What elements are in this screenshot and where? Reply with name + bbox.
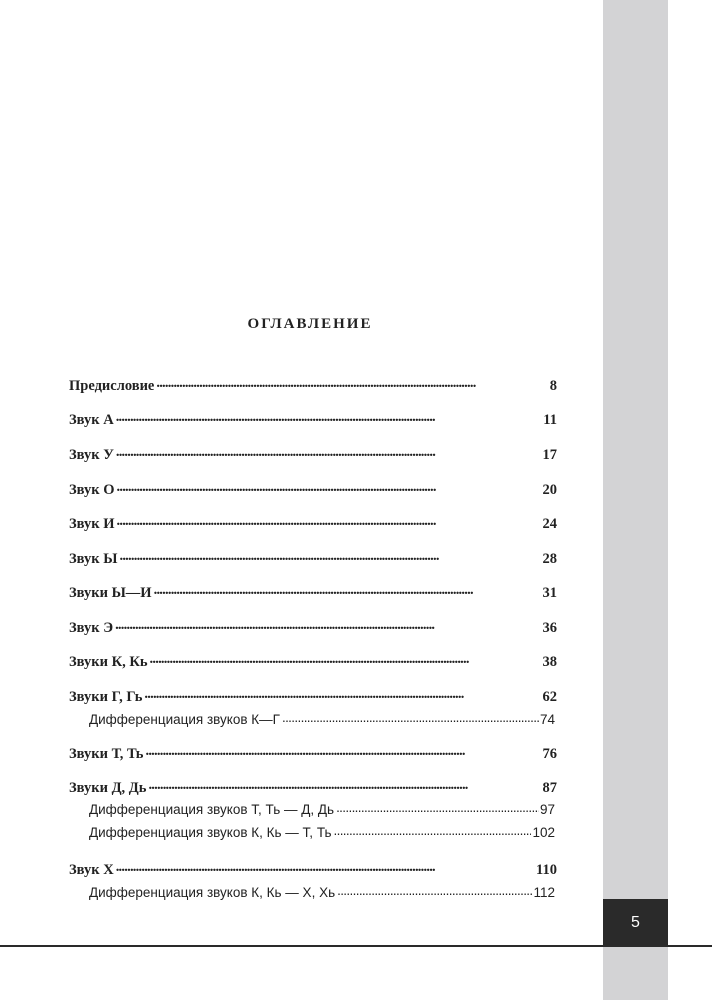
dot-leader — [332, 823, 532, 837]
page-number: 5 — [603, 899, 668, 946]
dot-leader — [117, 548, 541, 563]
dot-leader — [114, 859, 535, 874]
toc-entry-sounds-y-i[interactable] — [69, 582, 557, 602]
toc-entry-label: Дифференциация звуков К, Кь — Т, Ть — [89, 824, 332, 840]
toc-entry-label: Звук Э — [69, 619, 114, 636]
toc-entry-page: 17 — [542, 446, 557, 463]
toc-entry-page: 62 — [542, 688, 557, 705]
dot-leader — [335, 883, 532, 897]
toc-entry-sound-o[interactable] — [69, 479, 557, 499]
toc-entry-label: Звуки Т, Ть — [69, 745, 144, 762]
toc-entry-label: Звуки К, Кь — [69, 653, 148, 670]
dot-leader — [280, 710, 539, 724]
toc-subentry-k-kh[interactable] — [89, 883, 555, 903]
toc-title: ОГЛАВЛЕНИЕ — [247, 316, 373, 332]
toc-entry-page: 11 — [543, 411, 557, 428]
side-margin-strip — [603, 0, 668, 1000]
dot-leader — [142, 686, 541, 701]
toc-entry-label: Звук А — [69, 411, 114, 428]
toc-entry-page: 110 — [536, 861, 557, 878]
toc-entry-label: Звук О — [69, 481, 115, 498]
toc-entry-label: Звуки Д, Дь — [69, 779, 147, 796]
toc-subentry-t-d[interactable] — [89, 800, 555, 820]
toc-entry-sounds-k[interactable] — [69, 651, 557, 671]
toc-entry-label: Звуки Ы—И — [69, 584, 152, 601]
dot-leader — [148, 651, 542, 666]
toc-entry-page: 112 — [533, 884, 555, 900]
toc-entry-page: 76 — [542, 745, 557, 762]
toc-entry-page: 87 — [542, 779, 557, 796]
toc-entry-label: Дифференциация звуков К—Г — [89, 711, 280, 727]
toc-entry-preface[interactable] — [69, 375, 557, 395]
dot-leader — [146, 777, 541, 792]
toc-entry-sound-e[interactable] — [69, 617, 557, 637]
toc-entry-sound-kh[interactable] — [69, 859, 557, 879]
bottom-rule — [0, 945, 712, 947]
toc-entry-page: 38 — [542, 653, 557, 670]
dot-leader — [154, 375, 548, 390]
toc-entry-page: 102 — [532, 824, 555, 840]
toc-entry-label: Звук Ы — [69, 550, 118, 567]
toc-entry-page: 74 — [539, 711, 555, 727]
toc-entry-label: Дифференциация звуков К, Кь — Х, Хь — [89, 884, 336, 900]
toc-entry-sounds-g[interactable] — [69, 686, 557, 706]
toc-entry-page: 24 — [542, 515, 557, 532]
toc-entry-sounds-d[interactable] — [69, 777, 557, 797]
dot-leader — [114, 409, 543, 424]
dot-leader — [152, 582, 542, 597]
toc-entry-page: 36 — [542, 619, 557, 636]
toc-entry-label: Звук Х — [69, 861, 114, 878]
toc-entry-page: 20 — [542, 481, 557, 498]
toc-entry-sound-i[interactable] — [69, 513, 557, 533]
toc-entry-label: Звук И — [69, 515, 115, 532]
dot-leader — [114, 444, 542, 459]
toc-subentry-k-t[interactable] — [89, 823, 555, 843]
toc-subentry-k-g[interactable] — [89, 710, 555, 730]
toc-entry-sound-a[interactable] — [69, 409, 557, 429]
dot-leader — [143, 743, 541, 758]
toc-entry-page: 97 — [539, 801, 555, 817]
toc-entry-label: Звуки Г, Гь — [69, 688, 143, 705]
toc-entry-sound-y[interactable] — [69, 548, 557, 568]
toc-entry-page: 28 — [542, 550, 557, 567]
toc-entry-page: 8 — [549, 377, 557, 394]
dot-leader — [115, 479, 542, 494]
toc-entry-sound-u[interactable] — [69, 444, 557, 464]
toc-entry-label: Дифференциация звуков Т, Ть — Д, Дь — [89, 801, 335, 817]
toc-entry-page: 31 — [542, 584, 557, 601]
toc-entry-sounds-t[interactable] — [69, 743, 557, 763]
toc-entry-label: Звук У — [69, 446, 114, 463]
dot-leader — [334, 800, 539, 814]
dot-leader — [113, 617, 541, 632]
toc-entry-label: Предисловие — [69, 377, 155, 394]
dot-leader — [115, 513, 542, 528]
